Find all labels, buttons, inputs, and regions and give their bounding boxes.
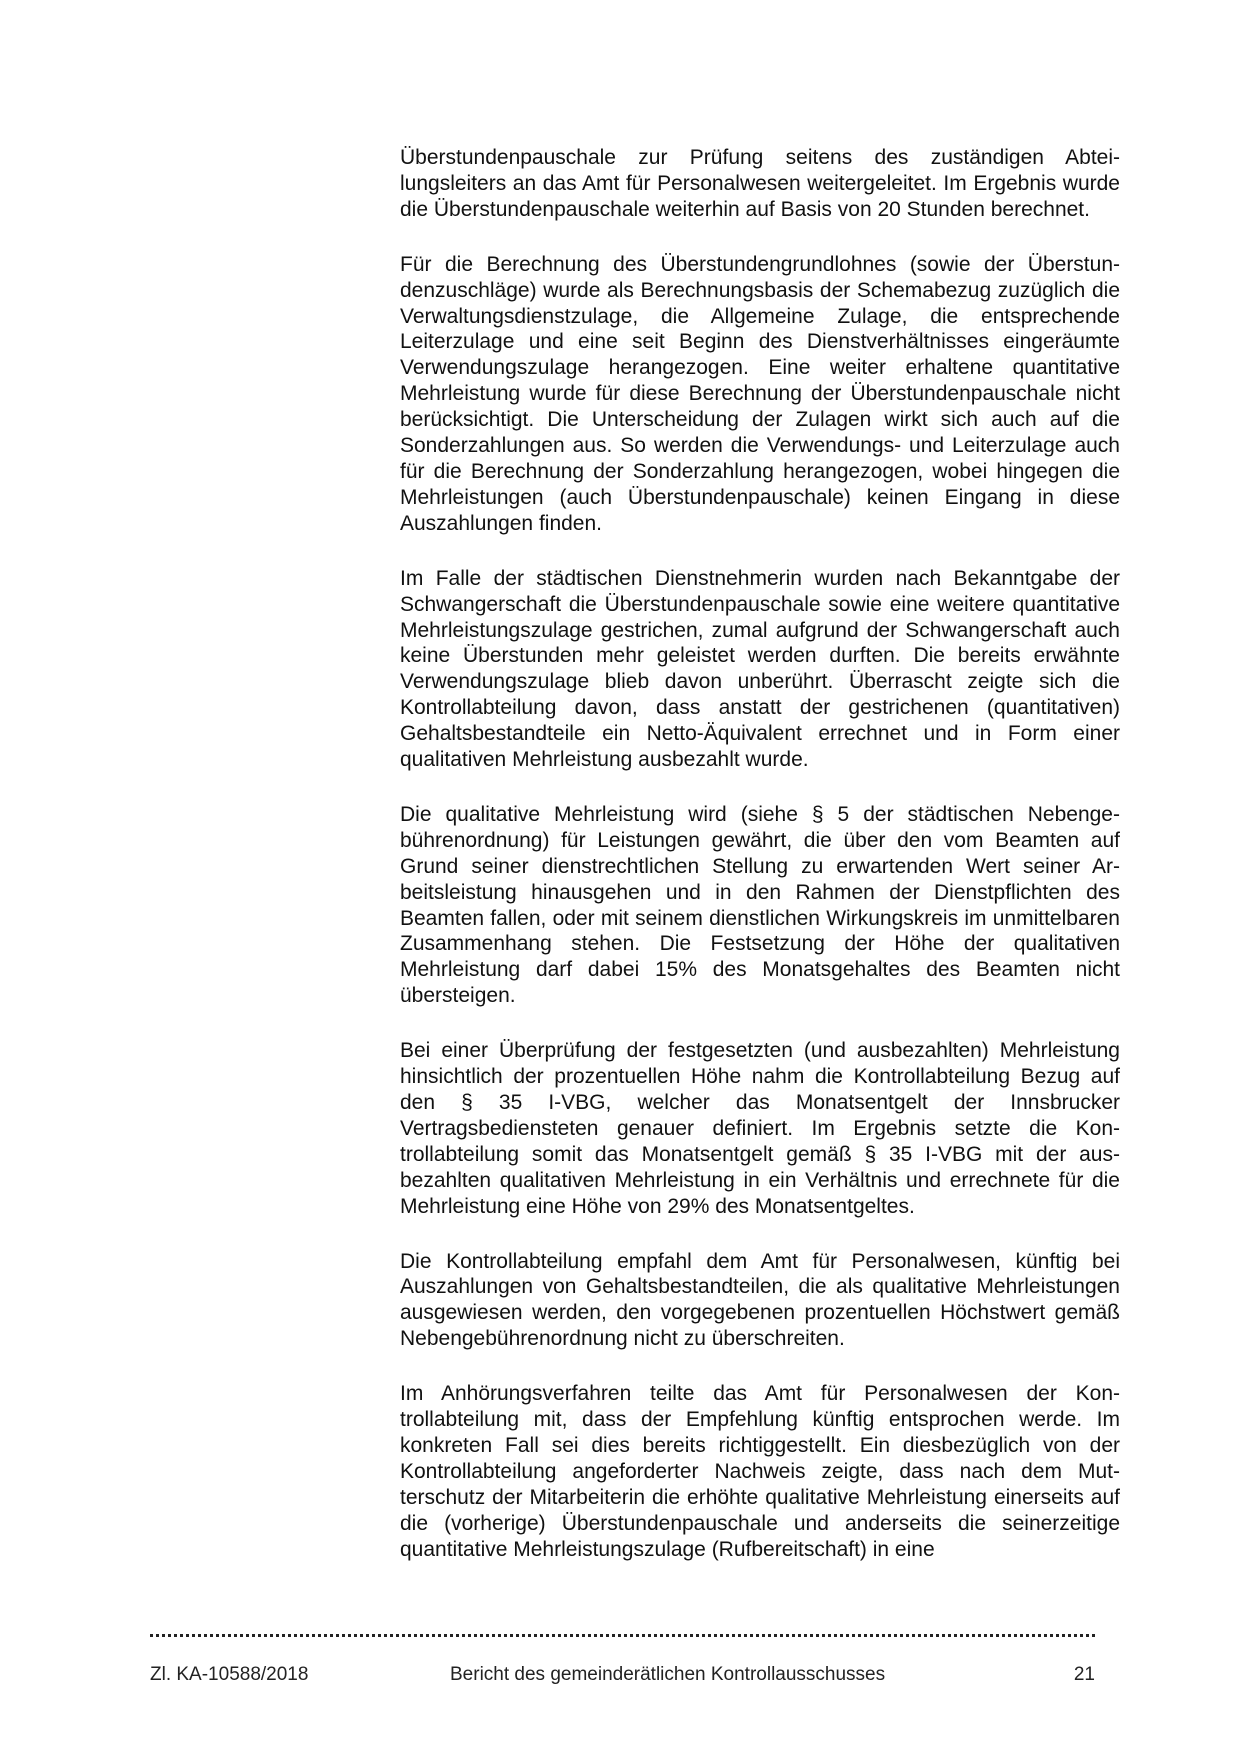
paragraph-3: Im Falle der städtischen Dienstnehmerin wurden nach Bekanntgabe der Schwangerschaft die Überstundenpauschale sowie eine weitere quantitative Mehrleistungszulage gestrichen, zumal aufgrund der Schwangerschaft auch keine Überstunden mehr geleistet werden durften. Die bereits erwähnte Verwendungszulage blieb davon unberührt. Überrascht zeigte sich die Kontrollabteilung davon, dass anstatt der gestrichenen (quantitativen) Gehaltsbestandteile ein Netto-Äquivalent errechnet und in Form einer qualitativen Mehrleistung ausbezahlt wurde. — [400, 566, 1120, 772]
footer-reference: Zl. KA-10588/2018 — [150, 1664, 309, 1685]
paragraph-6: Die Kontrollabteilung empfahl dem Amt für Personalwesen, künftig bei Auszahlungen von Gehaltsbestandteilen, die als qualitative Mehrleistungen ausgewiesen werden, den vorgegebenen prozentuellen Höchstwert gemäß Nebengebührenordnung nicht zu überschreiten. — [400, 1249, 1120, 1351]
paragraph-7: Im Anhörungsverfahren teilte das Amt für Personalwesen der Kontrollabteilung mit, dass der Empfehlung künftig entsprochen werde. Im konkreten Fall sei dies bereits richtiggestellt. Ein diesbezüglich von der Kontrollabteilung angeforderter Nachweis zeigte, dass nach dem Mutterschutz der Mitarbeiterin die erhöhte qualitative Mehrleistung einerseits auf die (vorherige) Überstundenpauschale und anderseits die seinerzeitige quantitative Mehrleistungszulage (Rufbereitschaft) in eine — [400, 1382, 1120, 1561]
paragraph-5: Bei einer Überprüfung der festgesetzten (und ausbezahlten) Mehrleistung hinsichtlich der prozentuellen Höhe nahm die Kontrollabteilung Bezug auf den § 35 I-VBG, welcher das Monatsentgelt der Innsbrucker Vertragsbediensteten genauer definiert. Im Ergebnis setzte die Kontrollabteilung somit das Monatsentgelt gemäß § 35 I-VBG mit der ausbezahlten qualitativen Mehrleistung in ein Verhältnis und errechnete für die Mehrleistung eine Höhe von 29% des Monatsentgeltes. — [400, 1039, 1120, 1218]
page-footer — [150, 1662, 1095, 1688]
footer-title: Bericht des gemeinderätlichen Kontrollausschusses — [450, 1664, 886, 1685]
paragraph-4: Die qualitative Mehrleistung wird (siehe § 5 der städtischen Nebengebührenordnung) für Leistungen gewährt, die über den vom Beamten auf Grund seiner dienstrechtlichen Stellung zu erwartenden Wert seiner Arbeitsleistung hinausgehen und in den Rahmen der Dienstpflichten des Beamten fallen, oder mit seinem dienstlichen Wirkungskreis im unmittelbaren Zusammenhang stehen. Die Festsetzung der Höhe der qualitativen Mehrleistung darf dabei 15% des Monatsgehaltes des Beamten nicht übersteigen. — [400, 802, 1120, 1008]
paragraph-1: Überstundenpauschale zur Prüfung seitens des zuständigen Abteilungsleiters an das Amt für Personalwesen weitergeleitet. Im Ergebnis wurde die Überstundenpauschale weiterhin auf Basis von 20 Stunden berechnet. — [400, 146, 1120, 221]
report-body — [400, 145, 1120, 1592]
footer-divider — [150, 1634, 1095, 1637]
page-number: 21 — [1073, 1664, 1095, 1685]
paragraph-2: Für die Berechnung des Überstundengrundlohnes (sowie der Überstundenzuschläge) wurde als Berechnungsbasis der Schemabezug zuzüglich die Verwaltungsdienstzulage, die Allgemeine Zulage, die entsprechende Leiterzulage und eine seit Beginn des Dienstverhältnisses eingeräumte Verwendungszulage herangezogen. Eine weiter erhaltene quantitative Mehrleistung wurde für diese Berechnung der Überstundenpauschale nicht berücksichtigt. Die Unterscheidung der Zulagen wirkt sich auch auf die Sonderzahlungen aus. So werden die Verwendungs- und Leiterzulage auch für die Berechnung der Sonderzahlung herangezogen, wobei hingegen die Mehrleistungen (auch Überstundenpauschale) keinen Eingang in diese Auszahlungen finden. — [400, 252, 1120, 535]
